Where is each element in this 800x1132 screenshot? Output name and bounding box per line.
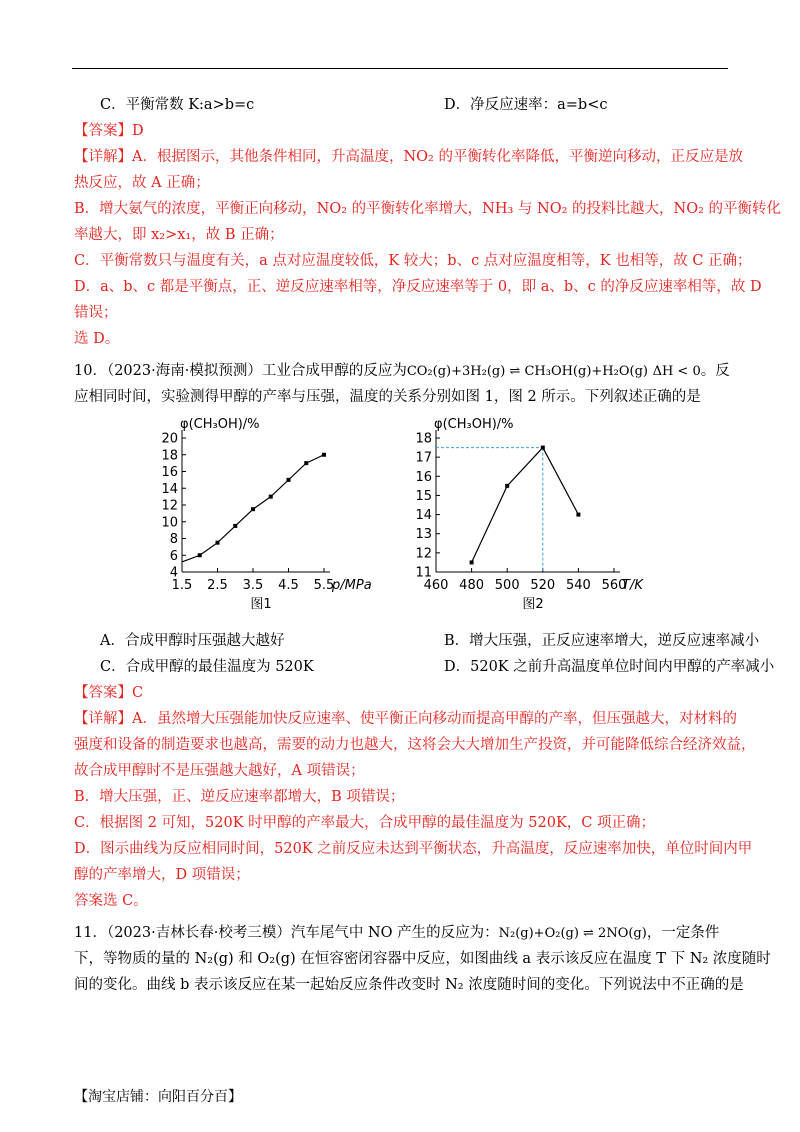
data-point: [269, 495, 273, 499]
x-tick-label: 500: [494, 578, 520, 593]
q9-detail-line: D．a、b、c 都是平衡点，正、逆反应速率相等，净反应速率等于 0，即 a、b、c 的净反应速率相等，故 D: [74, 279, 762, 295]
x-tick-label: 480: [459, 578, 485, 593]
y-tick-label: 17: [415, 450, 432, 466]
figure2-chart: [415, 414, 684, 626]
y-tick-label: 18: [415, 431, 432, 447]
q11-formula: N₂(g)+O₂(g) ⇌ 2NO(g): [498, 926, 647, 941]
y-tick-label: 8: [169, 532, 178, 547]
q9-detail-line: 【详解】A．根据图示，其他条件相同，升高温度，NO₂ 的平衡转化率降低，平衡逆向移动，正反应是放: [74, 149, 743, 165]
y-tick-label: 10: [161, 515, 178, 531]
y-axis-label: φ(CH₃OH)/%: [434, 417, 514, 432]
figure-caption: 图1: [250, 597, 272, 612]
y-tick-label: 6: [169, 548, 178, 564]
y-tick-label: 16: [161, 465, 178, 480]
q10-detail-line: 故合成甲醇时不是压强越大越好，A 项错误；: [74, 763, 365, 779]
q10-detail-line: C．根据图 2 可知，520K 时甲醇的产率最大，合成甲醇的最佳温度为 520K，C 项正确；: [74, 815, 655, 831]
data-point: [322, 453, 326, 457]
q9-detail-line: 率越大，即 x₂>x₁，故 B 正确；: [74, 227, 284, 243]
q10-detail-line: B．增大压强，正、逆反应速率都增大，B 项错误；: [74, 789, 405, 805]
data-point: [251, 507, 255, 511]
q10-detail-line: 醇的产率增大，D 项错误；: [74, 867, 250, 883]
q9-option-d: D．净反应速率：a=b<c: [444, 97, 608, 113]
y-tick-label: 13: [415, 527, 432, 543]
q10-stem-prefix: 10．（2023·海南·模拟预测）工业合成甲醇的反应为: [74, 363, 407, 379]
x-tick-label: 560: [601, 578, 627, 593]
x-tick-label: 5.5: [313, 578, 335, 593]
q10-stem-line1: [74, 358, 728, 384]
data-point: [216, 541, 220, 545]
q9-detail-line: 错误；: [74, 305, 118, 321]
series-line: [472, 448, 579, 563]
q9-detail-line: 选 D。: [74, 331, 120, 347]
page-content: [74, 92, 782, 998]
figure1-chart: [161, 414, 440, 626]
data-point: [505, 484, 509, 488]
data-point: [304, 461, 308, 465]
q10-delta-h: ΔH < 0: [652, 364, 701, 379]
y-tick-label: 18: [161, 448, 178, 464]
data-point: [576, 513, 580, 517]
q10-formula: CO₂(g)+3H₂(g) ⇌ CH₃OH(g)+H₂O(g): [406, 364, 648, 379]
q11-stem-line1: [74, 920, 728, 946]
figure-caption: 图2: [522, 597, 544, 612]
q10-figures: [74, 414, 728, 626]
x-tick-label: 540: [565, 578, 591, 593]
q10-answer: 【答案】C: [74, 685, 144, 701]
data-point: [287, 478, 291, 482]
q10-option-c: C．合成甲醇的最佳温度为 520K: [100, 659, 314, 675]
data-point: [541, 446, 545, 450]
y-tick-label: 12: [415, 546, 432, 562]
x-tick-label: 520: [530, 578, 556, 593]
y-tick-label: 14: [161, 481, 178, 497]
x-tick-label: 460: [423, 578, 449, 593]
q9-detail-line: B．增大氨气的浓度，平衡正向移动，NO₂ 的平衡转化率增大，NH₃ 与 NO₂ 的投料比越大，NO₂ 的平衡转化: [74, 201, 782, 217]
q9-option-c: C．平衡常数 K:a>b=c: [100, 97, 255, 113]
x-axis-label: p/MPa: [332, 578, 372, 593]
q11-stem-prefix: 11．（2023·吉林长春·校考三模）汽车尾气中 NO 产生的反应为：: [74, 925, 499, 941]
q10-stem-suffix: 。反: [700, 363, 730, 379]
top-rule: [72, 68, 728, 69]
q10-stem-line2: 应相同时间，实验测得甲醇的产率与压强，温度的关系分别如图 1，图 2 所示。下列叙述正确的是: [74, 389, 701, 405]
x-axis-label: T/K: [622, 578, 643, 593]
y-tick-label: 16: [415, 469, 432, 485]
q10-option-a: A．合成甲醇时压强越大越好: [100, 633, 285, 649]
y-axis-label: φ(CH₃OH)/%: [180, 417, 260, 432]
q10-detail-line: 【详解】A．虽然增大压强能加快反应速率、使平衡正向移动而提高甲醇的产率，但压强越大，对材料的: [74, 711, 737, 727]
y-tick-label: 11: [415, 565, 432, 581]
q10-detail-line: D．图示曲线为反应相同时间，520K 之前反应未达到平衡状态，升高温度，反应速率加快，单位时间内甲: [74, 841, 753, 857]
y-tick-label: 4: [169, 565, 178, 581]
q10-option-b: B．增大压强，正反应速率增大，逆反应速率减小: [444, 633, 760, 649]
q11-stem-line2: 下，等物质的量的 N₂(g) 和 O₂(g) 在恒容密闭容器中反应，如图曲线 a 表示该反应在温度 T 下 N₂ 浓度随时: [74, 951, 771, 967]
q10-options-row1: [74, 628, 760, 654]
y-tick-label: 14: [415, 508, 432, 524]
data-point: [198, 553, 202, 557]
x-tick-label: 4.5: [278, 578, 299, 593]
x-tick-label: 3.5: [242, 578, 264, 593]
q11-stem-line3: 间的变化。曲线 b 表示该反应在某一起始反应条件改变时 N₂ 浓度随时间的变化。下列说法中不正确的是: [74, 977, 744, 993]
q10-detail-line: 强度和设备的制造要求也越高，需要的动力也越大，这将会大大增加生产投资，并可能降低综合经济效益，: [74, 737, 756, 753]
footer-shop-tag: 【淘宝店铺：向阳百分百】: [74, 1089, 242, 1105]
q10-options-row2: [74, 654, 775, 680]
q9-answer: 【答案】D: [74, 123, 144, 139]
q10-detail-line: 答案选 C。: [74, 893, 148, 909]
q10-option-d: D．520K 之前升高温度单位时间内甲醇的产率减小: [444, 659, 775, 675]
q9-options: [74, 92, 728, 118]
y-tick-label: 20: [161, 431, 178, 447]
q11-stem-suffix: ，一定条件: [646, 925, 720, 941]
y-tick-label: 12: [161, 498, 178, 514]
data-point: [470, 560, 474, 564]
q9-detail-line: 热反应，故 A 正确；: [74, 175, 210, 191]
data-point: [233, 524, 237, 528]
q9-detail-line: C．平衡常数只与温度有关，a 点对应温度较低，K 较大；b、c 点对应温度相等，K 也相等，故 C 正确；: [74, 253, 752, 269]
y-tick-label: 15: [415, 488, 432, 504]
x-tick-label: 1.5: [171, 578, 193, 593]
x-tick-label: 2.5: [207, 578, 228, 593]
